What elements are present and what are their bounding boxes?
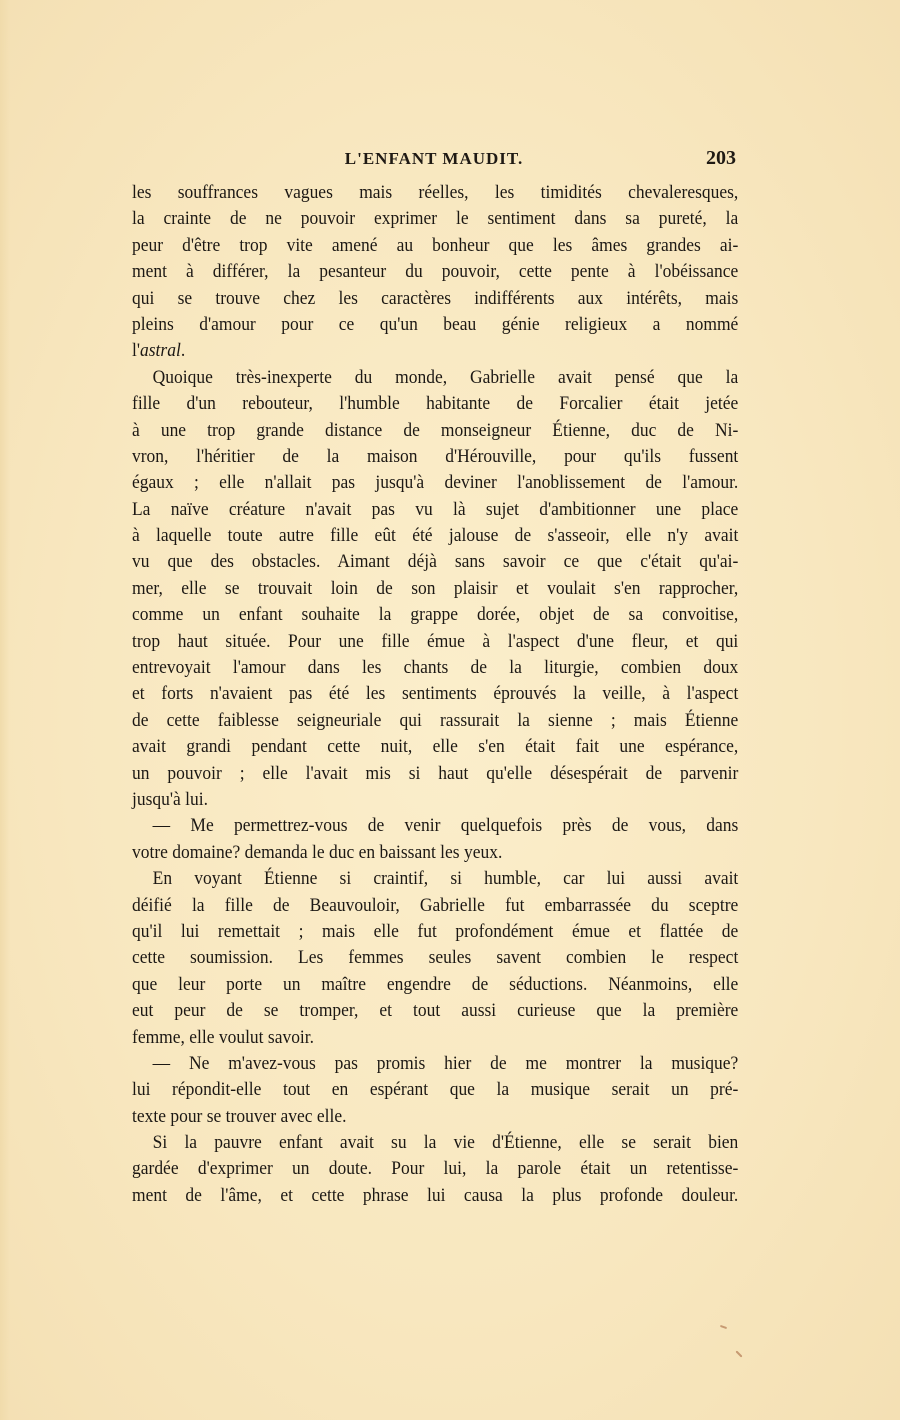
text-line: votre domaine? demanda le duc en baissant les yeux. — [132, 841, 503, 863]
text-line: — Ne m'avez-vous pas promis hier de me montrer la musique? — [152, 1052, 739, 1074]
text-line: trop haut située. Pour une fille émue à l'aspect d'une fleur, et qui — [132, 630, 739, 652]
text-line: avait grandi pendant cette nuit, elle s'en était fait une espérance, — [132, 736, 739, 758]
text-line: que leur porte un maître engendre de séductions. Néanmoins, elle — [132, 973, 739, 995]
text-line: ment à différer, la pesanteur du pouvoir, cette pente à l'obéissance — [132, 261, 739, 283]
text-line: égaux ; elle n'allait pas jusqu'à deviner l'anoblissement de l'amour. — [132, 472, 739, 494]
paper-speck — [720, 1325, 727, 1329]
paragraph-dialogue — [132, 1051, 739, 1130]
text-line: à une trop grande distance de monseigneur Étienne, duc de Ni- — [132, 419, 739, 441]
text-fragment: . — [180, 340, 186, 362]
body-text — [132, 180, 739, 1209]
text-line: vron, l'héritier de la maison d'Hérouville, pour qu'ils fussent — [132, 445, 739, 467]
text-line: eut peur de se tromper, et tout aussi curieuse que la première — [132, 1000, 739, 1022]
text-line: et forts n'avaient pas été les sentiments éprouvés la veille, à l'aspect — [132, 683, 739, 705]
text-line: un pouvoir ; elle l'avait mis si haut qu'elle désespérait de parvenir — [132, 762, 739, 784]
paragraph-dialogue — [132, 813, 739, 866]
text-line: la crainte de ne pouvoir exprimer le sentiment dans sa pureté, la — [132, 208, 739, 230]
text-line: jusqu'à lui. — [132, 788, 208, 810]
text-line: La naïve créature n'avait pas vu là sujet d'ambitionner une place — [132, 498, 739, 520]
text-line: ment de l'âme, et cette phrase lui causa la plus profonde douleur. — [132, 1184, 739, 1206]
text-line: de cette faiblesse seigneuriale qui rassurait la sienne ; mais Étienne — [132, 709, 739, 731]
text-line: cette soumission. Les femmes seules savent combien le respect — [132, 947, 739, 969]
text-line: pleins d'amour pour ce qu'un beau génie religieux a nommé — [132, 313, 739, 335]
text-line: à laquelle toute autre fille eût été jalouse de s'asseoir, elle n'y avait — [132, 525, 739, 547]
text-line: texte pour se trouver avec elle. — [132, 1105, 347, 1127]
text-line: vu que des obstacles. Aimant déjà sans savoir ce que c'était qu'ai- — [132, 551, 739, 573]
page-number: 203 — [706, 147, 736, 169]
text-fragment: l' — [132, 340, 141, 362]
paragraph — [132, 1130, 739, 1209]
text-line: lui répondit-elle tout en espérant que la musique serait un pré- — [132, 1079, 739, 1101]
paragraph — [132, 180, 739, 365]
italic-term-astral: astral — [140, 340, 181, 362]
text-line: comme un enfant souhaite la grappe dorée, objet de sa convoitise, — [132, 604, 739, 626]
text-line: Si la pauvre enfant avait su la vie d'Étienne, elle se serait bien — [152, 1132, 739, 1154]
text-line: qui se trouve chez les caractères indifférents aux intérêts, mais — [132, 287, 739, 309]
text-line: En voyant Étienne si craintif, si humble, car lui aussi avait — [152, 868, 739, 890]
page-edge-shadow — [0, 0, 10, 1420]
text-line: femme, elle voulut savoir. — [132, 1026, 315, 1048]
text-line: déifié la fille de Beauvouloir, Gabrielle fut embarrassée du sceptre — [132, 894, 739, 916]
text-line — [132, 338, 738, 364]
text-line: entrevoyait l'amour dans les chants de la liturgie, combien doux — [132, 657, 739, 679]
running-header — [132, 147, 736, 173]
paragraph — [132, 866, 739, 1051]
text-line: les souffrances vagues mais réelles, les timidités chevaleresques, — [132, 182, 739, 203]
text-line: peur d'être trop vite amené au bonheur que les âmes grandes ai- — [132, 234, 739, 256]
text-line: gardée d'exprimer un doute. Pour lui, la parole était un retentisse- — [132, 1158, 739, 1180]
text-line: qu'il lui remettait ; mais elle fut profondément émue et flattée de — [132, 920, 739, 942]
text-line: fille d'un rebouteur, l'humble habitante de Forcalier était jetée — [132, 393, 739, 415]
text-line: Quoique très-inexperte du monde, Gabrielle avait pensé que la — [152, 366, 739, 388]
text-line: mer, elle se trouvait loin de son plaisir et voulait s'en rapprocher, — [132, 577, 739, 599]
text-line: — Me permettrez-vous de venir quelquefois près de vous, dans — [152, 815, 739, 837]
paper-speck — [735, 1350, 742, 1357]
running-title: L'ENFANT MAUDIT. — [344, 149, 524, 168]
paragraph — [132, 365, 739, 814]
